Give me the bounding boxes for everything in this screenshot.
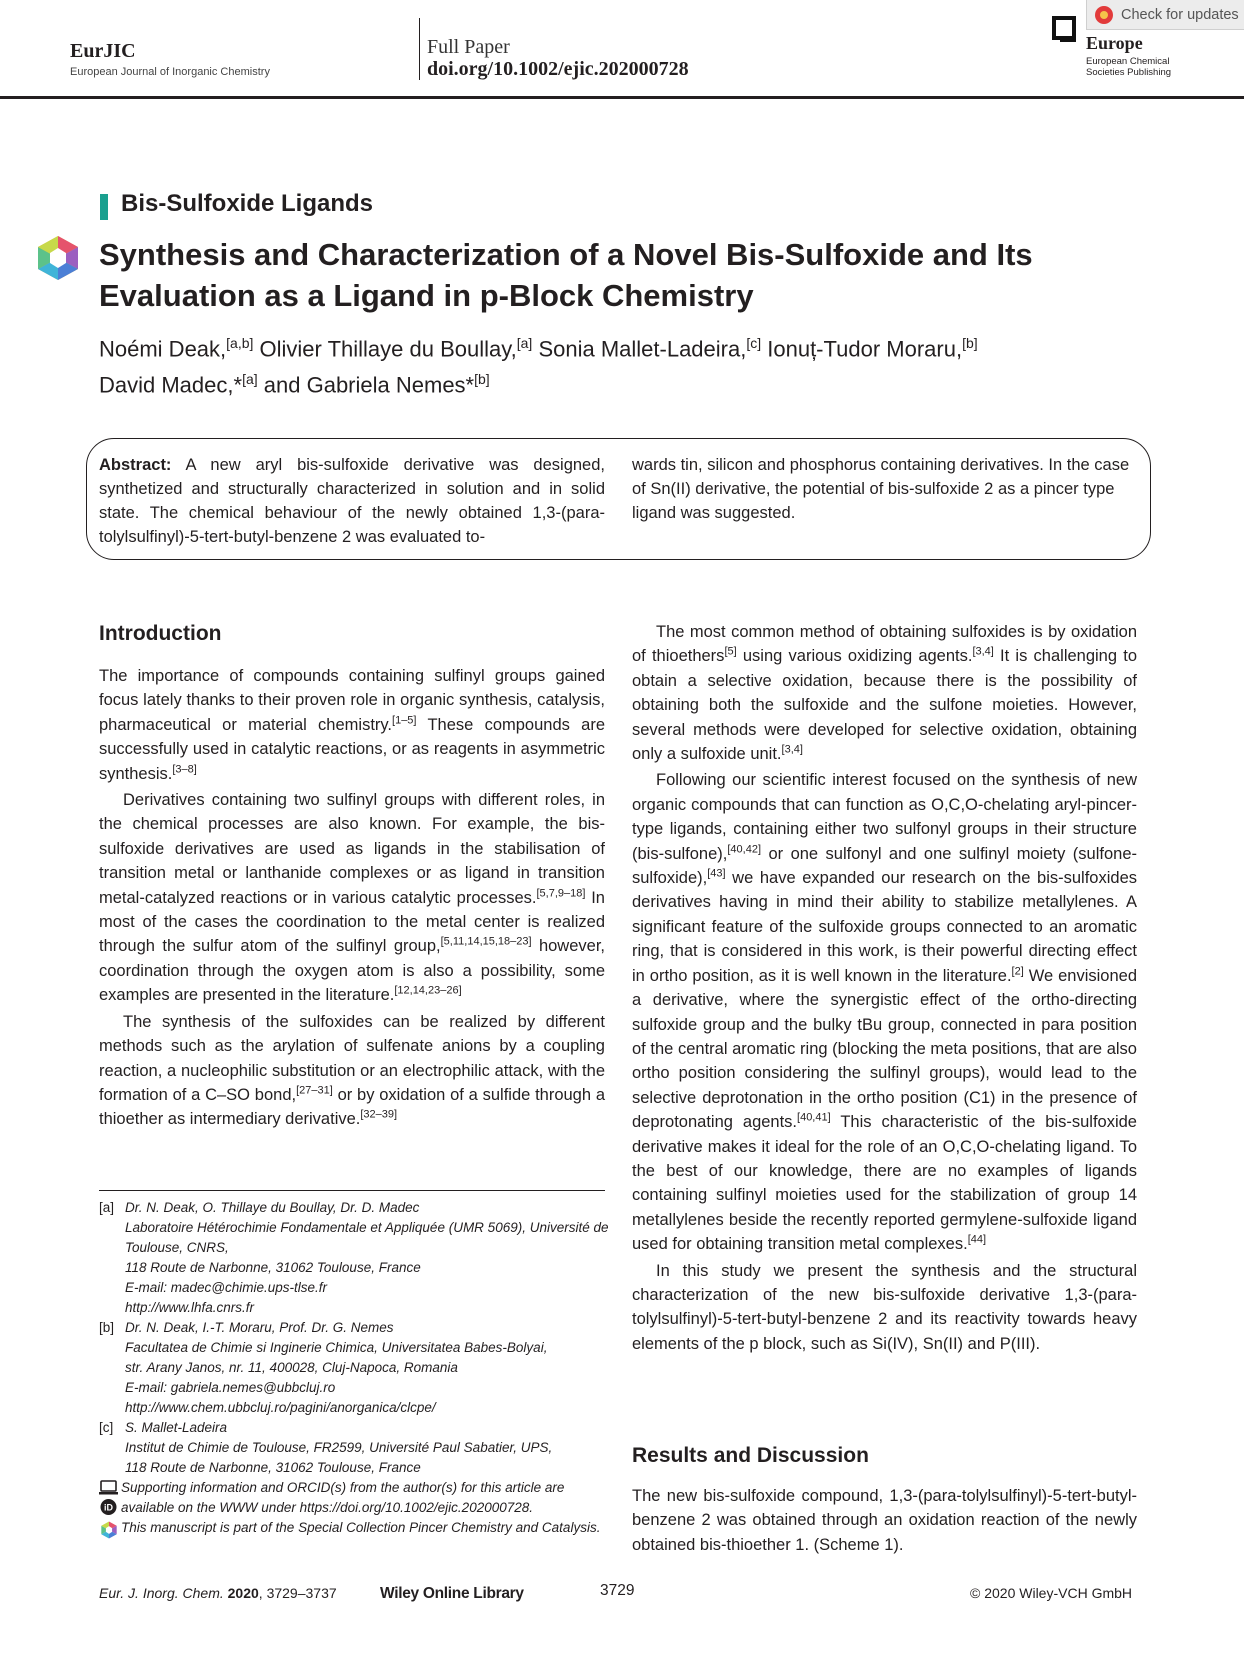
special-collection-text: This manuscript is part of the Special Collection Pincer Chemistry and Catalysis. xyxy=(121,1520,601,1535)
author-list xyxy=(99,328,1209,401)
affiliation-authors: S. Mallet-Ladeira xyxy=(125,1420,228,1435)
results-body xyxy=(632,1484,1137,1557)
header-divider xyxy=(419,18,420,80)
affiliation-b xyxy=(99,1318,609,1418)
journal-full-name: European Journal of Inorganic Chemistry xyxy=(70,66,270,78)
affiliation-address: 118 Route de Narbonne, 31062 Toulouse, France xyxy=(125,1260,421,1275)
author-affiliation: [a,b] xyxy=(226,335,254,351)
supporting-info-note xyxy=(99,1478,609,1518)
author-name: Ionuț-Tudor Moraru, xyxy=(767,336,963,362)
citation-year: 2020 xyxy=(227,1585,259,1601)
affiliation-authors: Dr. N. Deak, O. Thillaye du Boullay, Dr. D. Madec xyxy=(125,1200,420,1215)
affiliation-footnotes xyxy=(99,1198,609,1540)
svg-text:iD: iD xyxy=(104,1502,113,1513)
author-name: Noémi Deak, xyxy=(99,336,227,362)
intro-paragraph-6: In this study we present the synthesis and the structural characterization of the new bis-sulfoxide derivative 1,3-(para-tolylsulfinyl)-5-tert-butyl-benzene 2 and its reactivity towards heavy elements of the p block, such as Si(IV), Sn(II) and P(III). xyxy=(632,1261,1137,1353)
abstract-text-left xyxy=(99,453,605,549)
check-for-updates-label: Check for updates xyxy=(1121,6,1239,23)
supporting-info-text: Supporting information and ORCID(s) from the author(s) for this article are available on the WWW under https://doi.org/10.1002/ejic.202000728. xyxy=(121,1480,565,1515)
footnote-rule xyxy=(99,1190,605,1191)
affiliation-authors: Dr. N. Deak, I.-T. Moraru, Prof. Dr. G. Nemes xyxy=(125,1320,394,1335)
article-title-line1: Synthesis and Characterization of a Novel Bis-Sulfoxide and Its xyxy=(99,237,1033,272)
supporting-info-icon xyxy=(99,1480,119,1516)
affiliation-email[interactable]: E-mail: madec@chimie.ups-tlse.fr xyxy=(125,1280,328,1295)
affiliation-address: str. Arany Janos, nr. 11, 400028, Cluj-Napoca, Romania xyxy=(125,1360,458,1375)
intro-paragraph-3: The synthesis of the sulfoxides can be realized by different methods such as the arylation of sulfenate anions by a coupling reaction, a nucleophilic substitution or an electrophilic attack, with the formation of a C–SO bond,[27–31] or by oxidation of a sulfide through a thioether as intermediary derivative.[32–39] xyxy=(99,1012,606,1129)
affiliation-tag: [a] xyxy=(99,1200,115,1215)
affiliation-tag: [b] xyxy=(99,1320,115,1335)
doi-link[interactable]: doi.org/10.1002/ejic.202000728 xyxy=(427,58,689,80)
intro-paragraph-2: Derivatives containing two sulfinyl groups with different roles, in the chemical processes are also known. For example, the bis-sulfoxide derivatives are used as ligands in the stabilisation of transition metal or lanthanide complexes or as ligand in transition metal-catalyzed reactions or in various catalytic processes.[5,7,9–18] In most of the cases the coordination to the metal center is realized through the sulfur atom of the sulfinyl group,[5,11,14,15,18–23] however, coordination through the oxygen atom is also a possibility, some examples are presented in the literature.[12,14,23–26] xyxy=(99,791,605,1005)
si-orcid-icons xyxy=(99,1478,121,1518)
affiliation-website[interactable]: http://www.chem.ubbcluj.ro/pagini/anorganica/clcpe/ xyxy=(125,1400,436,1415)
affiliation-a xyxy=(99,1198,609,1318)
special-collection-small-icon xyxy=(99,1520,119,1540)
affiliation-institution: Laboratoire Hétérochimie Fondamentale et Appliquée (UMR 5069), Université de Toulouse, CNRS, xyxy=(125,1220,609,1255)
special-collection-note-icon-wrap xyxy=(99,1518,121,1540)
publisher-logo-mark-outline xyxy=(1052,16,1076,40)
affiliation-body xyxy=(125,1418,552,1478)
affiliation-email[interactable]: E-mail: gabriela.nemes@ubbcluj.ro xyxy=(125,1380,336,1395)
intro-paragraph-1: The importance of compounds containing sulfinyl groups gained focus lately thanks to their proven role in organic synthesis, catalysis, pharmaceutical or material chemistry.[1–5] These compounds are successfully used in catalytic reactions, or as reagents in asymmetric synthesis.[3–8] xyxy=(99,667,606,783)
article-title-line2: Evaluation as a Ligand in p-Block Chemistry xyxy=(99,278,754,313)
intro-paragraph-4: The most common method of obtaining sulfoxides is by oxidation of thioethers[5] using various oxidizing agents.[3,4] It is challenging to obtain a selective oxidation, because there is the possibility of obtaining both the sulfoxide and the sulfone moieties. However, several methods were developed for selective oxidation, obtaining only a sulfoxide unit.[3,4] xyxy=(632,623,1137,764)
citation-pages: , 3729–3737 xyxy=(258,1585,337,1601)
affiliation-institution: Facultatea de Chimie si Inginerie Chimica, Universitatea Babes-Bolyai, xyxy=(125,1340,548,1355)
author-name: David Madec,* xyxy=(99,372,243,398)
publisher-logo-sub-line2: Societies Publishing xyxy=(1086,67,1172,78)
check-for-updates-button[interactable] xyxy=(1086,0,1244,30)
publisher-logo-sub-line1: European Chemical xyxy=(1086,56,1170,67)
introduction-heading: Introduction xyxy=(99,622,222,645)
body-right-column xyxy=(632,620,1137,1356)
author-affiliation: [a] xyxy=(516,335,533,351)
affiliation-tag: [c] xyxy=(99,1420,114,1435)
journal-short-name: EurJIC xyxy=(70,40,136,62)
results-paragraph-1: The new bis-sulfoxide compound, 1,3-(para-tolylsulfinyl)-5-tert-butyl-benzene 2 was obtained through an oxidation reaction of the newly obtained bis-thioether 1. (Scheme 1). xyxy=(632,1487,1137,1554)
author-name: Olivier Thillaye du Boullay, xyxy=(259,336,517,362)
author-affiliation: [b] xyxy=(962,335,978,351)
affiliation-address: 118 Route de Narbonne, 31062 Toulouse, France xyxy=(125,1460,421,1475)
affiliation-body xyxy=(125,1198,609,1318)
citation-footer xyxy=(99,1585,337,1601)
abstract-body-left: A new aryl bis-sulfoxide derivative was designed, synthetized and structurally characterized in solution and in solid state. The chemical behaviour of the newly obtained 1,3-(para-tolylsulfinyl)-5-tert-butyl-benzene 2 was evaluated to- xyxy=(99,456,605,546)
intro-paragraph-5: Following our scientific interest focused on the synthesis of new organic compounds that can function as O,C,O-chelating aryl-pincer-type ligands, containing either two sulfonyl groups in their structure (bis-sulfone),[40,42] or one sulfonyl and one sulfinyl moiety (sulfone-sulfoxide),[43] we have expanded our research on the bis-sulfoxides derivatives having in mind their ability to stabilize metallylenes. A significant feature of the sulfoxide groups connected to an aromatic ring, that is considered in this work, is their powerful directing effect in ortho position, as it is well known in the literature.[2] We envisioned a derivative, where the synergistic effect of the ortho-directing sulfoxide group and the bulky tBu group, connected in para position of the central aromatic ring (blocking the meta positions, that are also ortho position considering the sulfinyl groups), would lead to the selective deprotonation in the ortho position (C1) in the presence of deprotonating agents.[40,41] This characteristic of the bis-sulfoxide derivative makes it ideal for the role of an O,C,O-chelating ligand. To the best of our knowledge, there are no examples of ligands containing sulfinyl moieties used for the stabilization of group 14 metallylenes beside the recently reported germylene-sulfoxide ligand used for obtaining transition metal complexes.[44] xyxy=(632,771,1137,1254)
results-heading: Results and Discussion xyxy=(632,1444,869,1467)
special-collection-hexagon-icon xyxy=(32,232,84,284)
affiliation-institution: Institut de Chimie de Toulouse, FR2599, Université Paul Sabatier, UPS, xyxy=(125,1440,553,1455)
article-type: Full Paper xyxy=(427,36,510,58)
abstract-text-right: wards tin, silicon and phosphorus containing derivatives. In the case of Sn(II) derivative, the potential of bis-sulfoxide 2 as a pincer type ligand was suggested. xyxy=(632,456,1130,522)
author-affiliation: [c] xyxy=(746,335,762,351)
abstract-right-column xyxy=(632,453,1137,525)
article-title xyxy=(99,234,1179,316)
affiliation-c xyxy=(99,1418,609,1478)
body-left-column xyxy=(99,620,605,1132)
header-rule xyxy=(0,96,1244,99)
affiliation-website[interactable]: http://www.lhfa.cnrs.fr xyxy=(125,1300,255,1315)
wiley-online-library-link[interactable]: Wiley Online Library xyxy=(380,1585,524,1602)
abstract-label: Abstract: xyxy=(99,456,172,474)
journal-citation: Eur. J. Inorg. Chem. xyxy=(99,1585,224,1601)
section-label: Bis-Sulfoxide Ligands xyxy=(121,190,374,217)
publisher-logo-name: Europe xyxy=(1086,33,1143,53)
section-label-bar xyxy=(100,194,108,220)
affiliation-body xyxy=(125,1318,547,1418)
author-name: Sonia Mallet-Ladeira, xyxy=(538,336,747,362)
author-affiliation: [a] xyxy=(242,371,258,388)
results-section xyxy=(632,1442,869,1486)
page-number: 3729 xyxy=(600,1582,635,1599)
author-name: and Gabriela Nemes* xyxy=(263,372,475,398)
abstract-left-column xyxy=(99,453,605,549)
special-collection-note xyxy=(99,1518,609,1540)
copyright: © 2020 Wiley-VCH GmbH xyxy=(970,1585,1133,1601)
crossmark-icon xyxy=(1095,6,1113,24)
author-affiliation: [b] xyxy=(474,371,490,388)
publisher-logo-subtitle xyxy=(1086,56,1171,78)
